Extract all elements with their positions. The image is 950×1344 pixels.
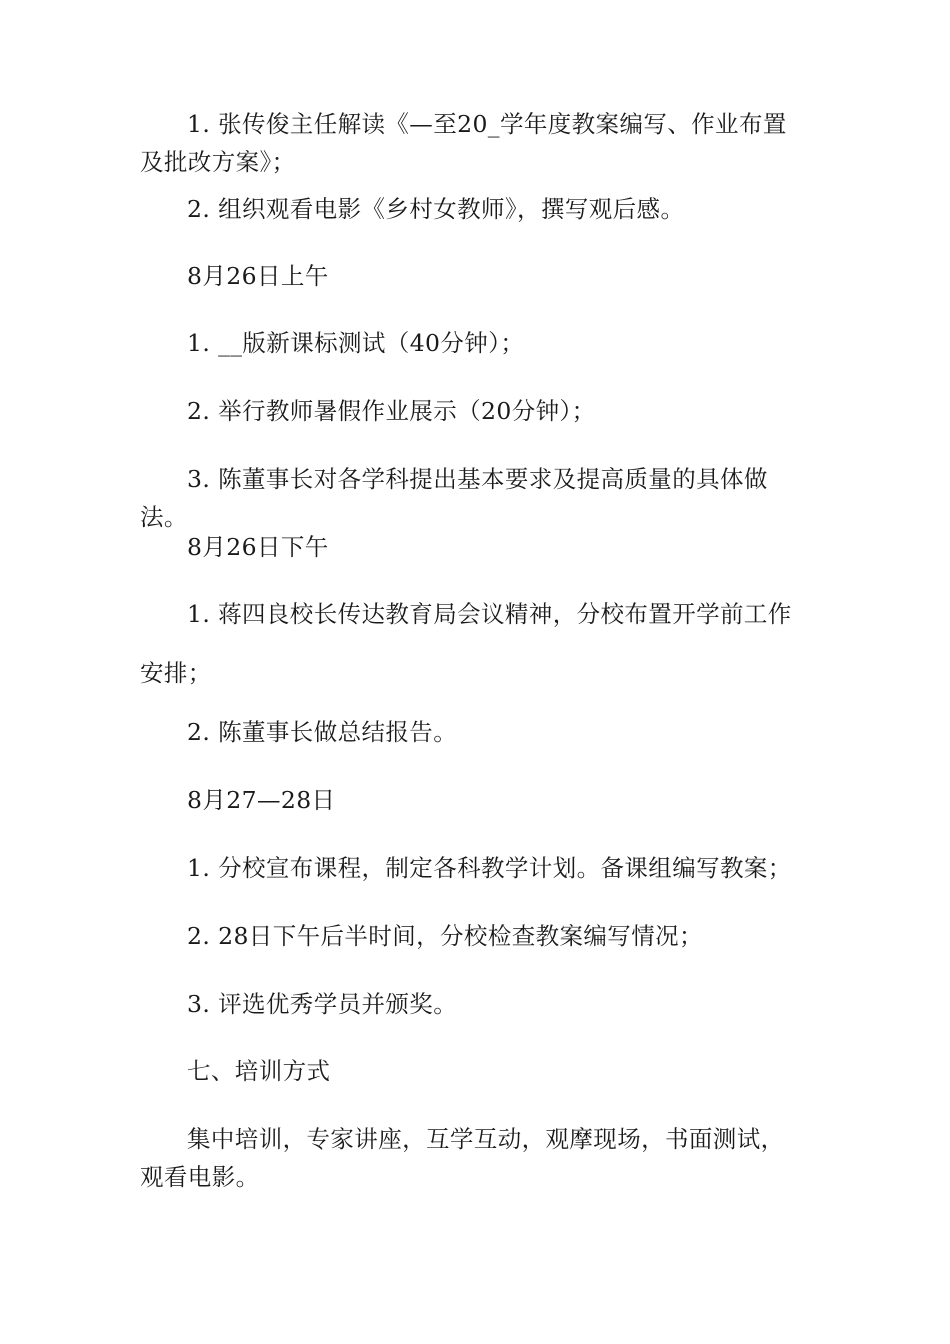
paragraph-item-5: 3. 陈董事长对各学科提出基本要求及提高质量的具体做法。: [140, 465, 768, 531]
paragraph-item-7: 2. 陈董事长做总结报告。: [187, 718, 458, 746]
section-heading-aug26-morning: 8月26日上午: [187, 262, 329, 290]
paragraph-item-4: 2. 举行教师暑假作业展示（20分钟）；: [187, 397, 596, 425]
paragraph-item-1: 1. 张传俊主任解读《—至20_学年度教案编写、作业布置及批改方案》；: [140, 110, 787, 176]
section-heading-training-method: 七、培训方式: [187, 1057, 331, 1085]
paragraph-item-3: 1. __版新课标测试（40分钟）；: [187, 329, 525, 357]
section-heading-aug27-28: 8月27—28日: [187, 786, 336, 814]
paragraph-item-11: 集中培训，专家讲座，互学互动，观摩现场，书面测试，观看电影。: [140, 1125, 785, 1191]
paragraph-item-6: 1. 蒋四良校长传达教育局会议精神，分校布置开学前工作安排；: [140, 600, 792, 687]
paragraph-item-2: 2. 组织观看电影《乡村女教师》，撰写观后感。: [187, 195, 685, 223]
paragraph-item-8: 1. 分校宣布课程，制定各科教学计划。备课组编写教案；: [187, 854, 792, 882]
section-heading-aug26-afternoon: 8月26日下午: [187, 533, 329, 561]
paragraph-item-9: 2. 28日下午后半时间，分校检查教案编写情况；: [187, 922, 703, 950]
paragraph-item-10: 3. 评选优秀学员并颁奖。: [187, 990, 458, 1018]
